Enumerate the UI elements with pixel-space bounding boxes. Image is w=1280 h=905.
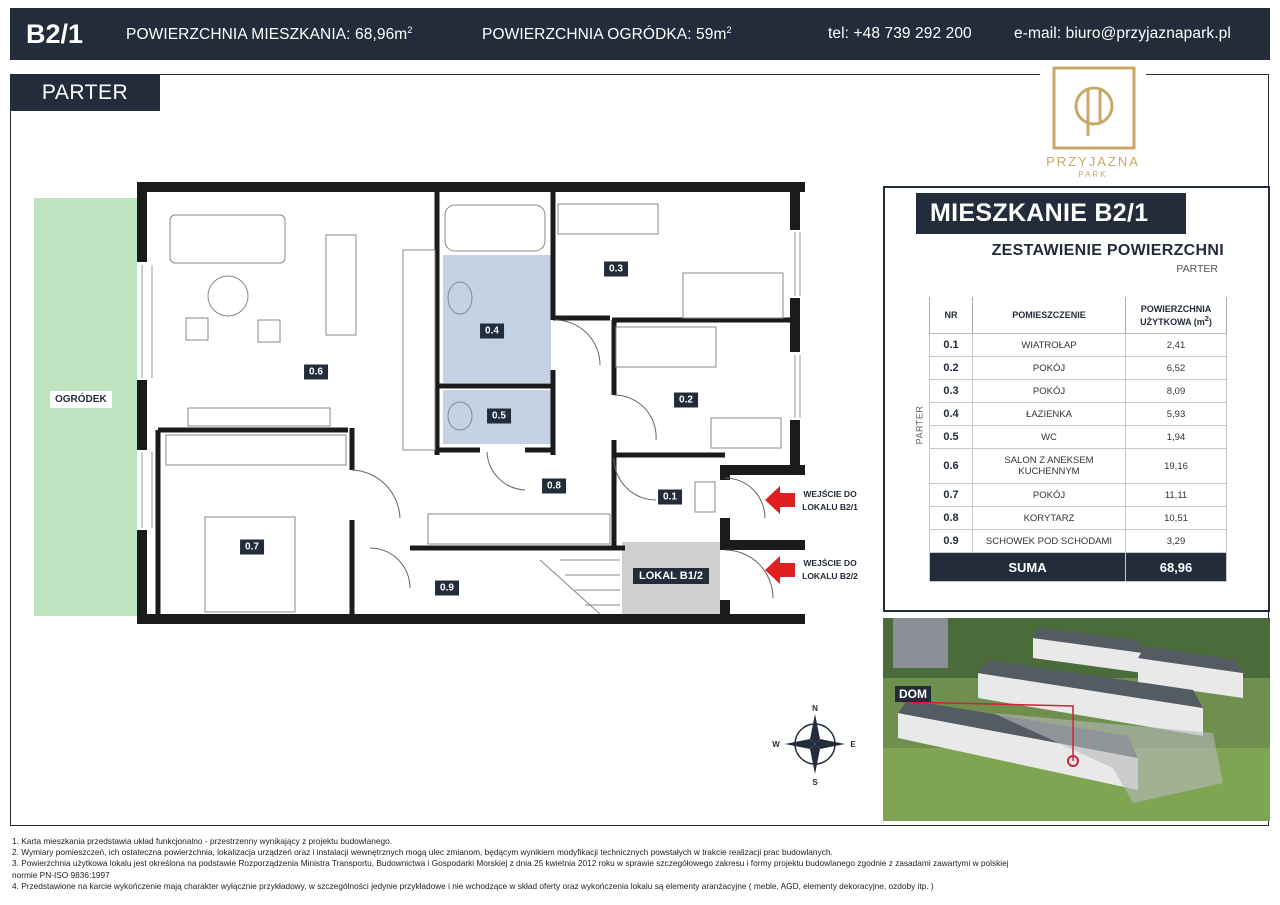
table-row: 0.1 WIATROŁAP 2,41: [930, 334, 1227, 357]
entry-b2-2-label: WEJŚCIE DO LOKALU B2/2: [802, 558, 858, 581]
footnote: normie PN-ISO 9836:1997: [12, 869, 110, 880]
room-label: 0.5: [487, 409, 511, 424]
table-row: 0.9 SCHOWEK POD SCHODAMI 3,29: [930, 530, 1227, 553]
apartment-area: POWIERZCHNIA MIESZKANIA: $68,96m^2$: [126, 25, 413, 44]
logo-sub: PARK: [1078, 170, 1108, 179]
footnotes: [12, 836, 1272, 892]
room-label: 0.6: [304, 365, 328, 380]
table-header-row: [930, 297, 1227, 334]
table-row: 0.4 ŁAZIENKA 5,93: [930, 403, 1227, 426]
floor-tag: PARTER: [10, 75, 160, 111]
room-label: 0.2: [674, 393, 698, 408]
neighbour-unit-label: LOKAL B1/2: [633, 568, 709, 584]
table-row: 0.6 SALON Z ANEKSEM KUCHENNYM 19,16: [930, 449, 1227, 484]
svg-text:E: E: [850, 740, 856, 749]
table-row: 0.3 POKÓJ 8,09: [930, 380, 1227, 403]
email-address[interactable]: e-mail: biuro@przyjaznapark.pl: [1014, 25, 1231, 42]
footnote: 4. Przedstawione na karcie wykończenie mają charakter wyłącznie przykładowy, w szczególności jedynie przykładowe i nie wchodzące w skład oferty oraz wykończenia lokalu są elementy aranżacyjne ( meble, AGD, elementy dekoracyjne, ozdoby itp. ): [12, 880, 934, 891]
svg-text:S: S: [812, 778, 818, 787]
entry-b2-1-label: WEJŚCIE DO LOKALU B2/1: [802, 489, 858, 512]
room-label: 0.9: [435, 581, 459, 596]
garden-area: POWIERZCHNIA OGRÓDKA: $59m^2$: [482, 25, 732, 44]
footnote: 1. Karta mieszkania przedstawia układ funkcjonalno - przestrzenny wynikający z projektu budowlanego.: [12, 836, 393, 846]
room-label: 0.1: [658, 490, 682, 505]
total-row: SUMA 68,96: [930, 553, 1227, 582]
summary-floor: PARTER: [1176, 263, 1218, 275]
summary-title: MIESZKANIE B2/1: [916, 193, 1186, 234]
room-label: 0.7: [240, 540, 264, 555]
table-row: 0.2 POKÓJ 6,52: [930, 357, 1227, 380]
footnote: 3. Powierzchnia użytkowa lokalu jest określona na podstawie Rozporządzenia Ministra Transportu, Budownictwa i Gospodarki Morskiej z dnia 25 kwietnia 2012 roku w sprawie szczegółowego zakresu i formy projektu budowlanego zgodnie z zasadami zawartymi w polskiej: [12, 858, 1009, 869]
aerial-photo: [883, 618, 1270, 821]
summary-subtitle: ZESTAWIENIE POWIERZCHNI: [991, 242, 1224, 259]
logo-mark-icon: [1040, 66, 1146, 154]
room-label: 0.4: [480, 324, 504, 339]
bathroom-fill: [443, 255, 551, 383]
room-label: 0.3: [604, 262, 628, 277]
side-floor-label: PARTER: [914, 405, 925, 445]
house-marker-label: DOM: [895, 686, 931, 702]
logo-name: PRZYJAZNA: [1046, 154, 1140, 169]
table-row: 0.7 POKÓJ 11,11: [930, 484, 1227, 507]
col-room: POMIESZCZENIE: [973, 297, 1126, 334]
table-row: 0.5 WC 1,94: [930, 426, 1227, 449]
phone-number[interactable]: tel: +48 739 292 200: [828, 25, 972, 42]
table-row: 0.8 KORYTARZ 10,51: [930, 507, 1227, 530]
svg-text:W: W: [772, 740, 780, 749]
room-label: 0.8: [542, 479, 566, 494]
area-table: [929, 297, 1227, 582]
apartment-code: B2/1: [26, 18, 84, 49]
col-area: POWIERZCHNIA UŻYTKOWA $(m^2)$: [1126, 297, 1227, 334]
svg-text:N: N: [812, 704, 818, 713]
garden-label: OGRÓDEK: [50, 391, 112, 408]
compass-rose-icon: [770, 704, 860, 788]
footnote: 2. Wymiary pomieszczeń, ich ostateczna powierzchnia, lokalizacja urządzeń oraz i instalacji wewnętrznych mogą ulec zmianom, będącym wynikiem modyfikacji technicznych powstałych w trakcie realizacji prac budowlanych.: [12, 847, 833, 858]
brand-logo: [1040, 66, 1146, 184]
col-nr: NR: [930, 297, 973, 334]
